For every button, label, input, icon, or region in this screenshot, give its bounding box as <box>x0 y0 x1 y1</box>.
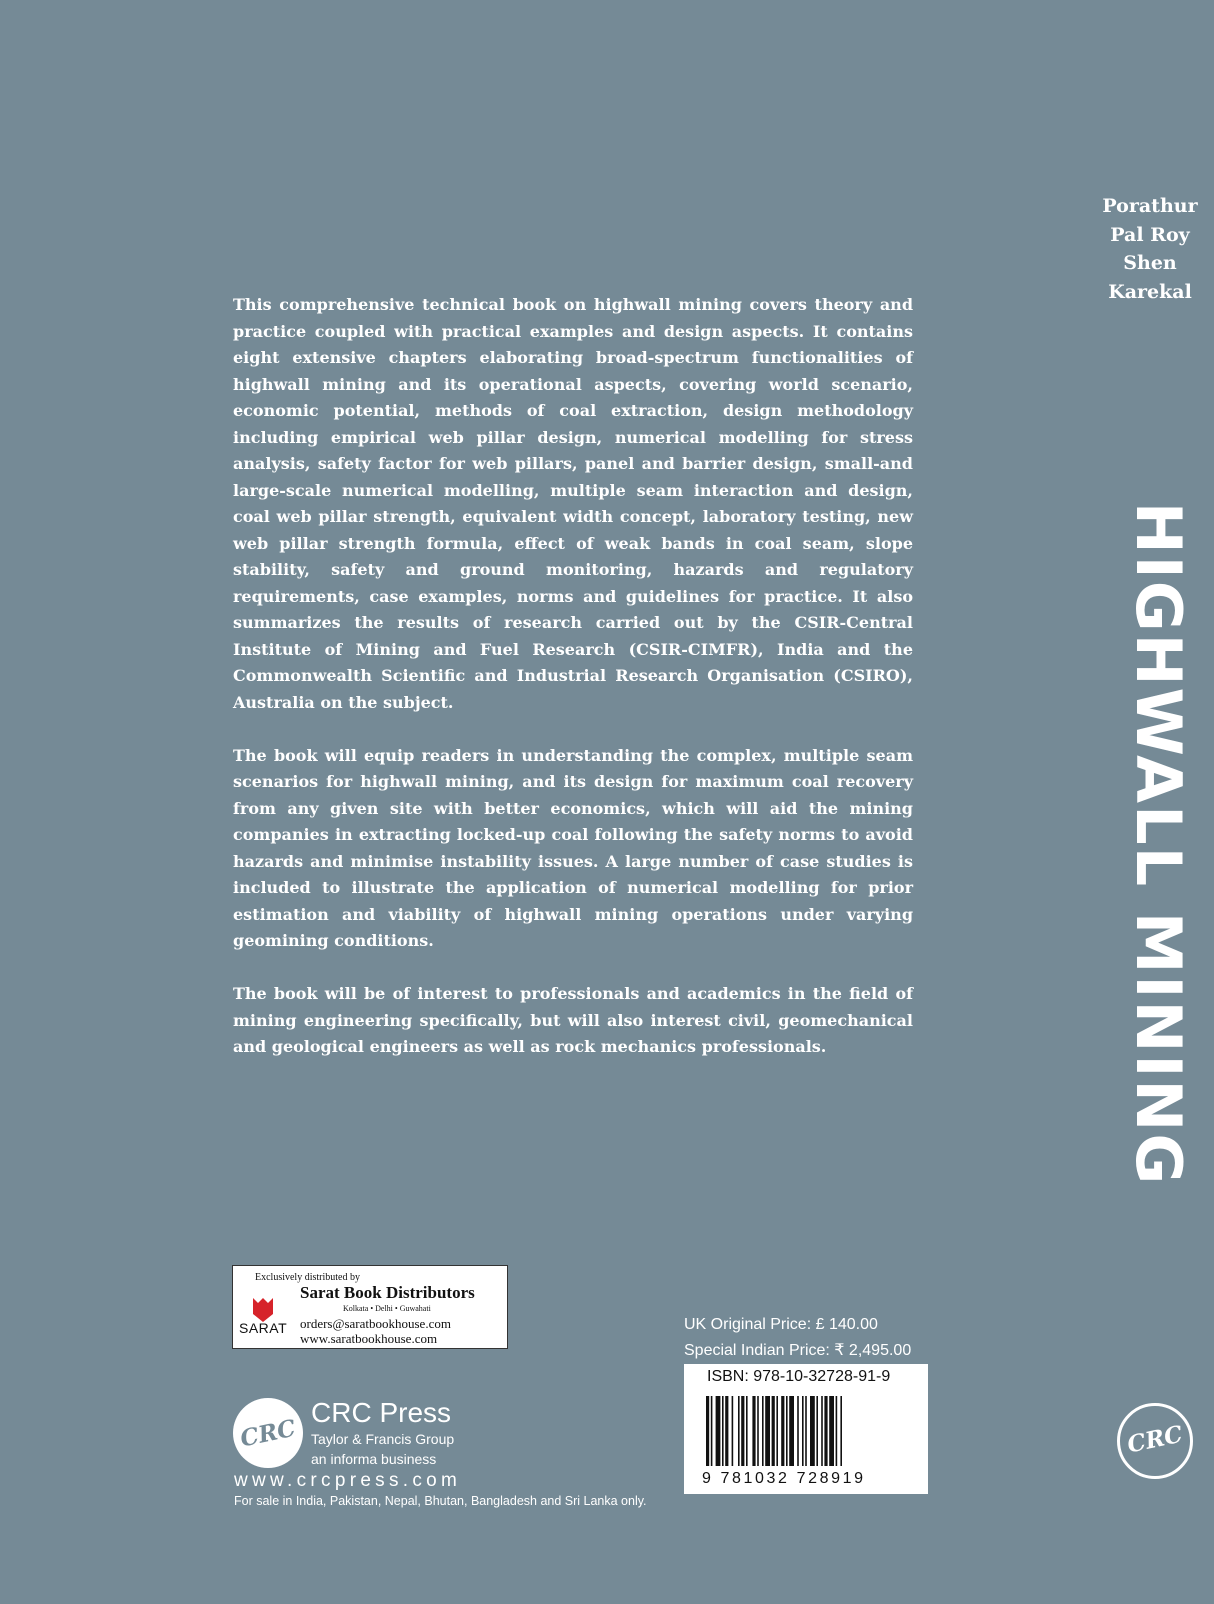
isbn-label: ISBN: 978-10-32728-91-9 <box>707 1368 891 1385</box>
crc-logo-text: CRC <box>237 1414 299 1453</box>
author-name: Porathur <box>1102 195 1198 217</box>
barcode-digits: 9 781032 728919 <box>702 1470 866 1487</box>
distributor-email: orders@saratbookhouse.com <box>300 1316 451 1331</box>
distributor-cities: Kolkata • Delhi • Guwahati <box>343 1304 431 1313</box>
author-name: Karekal <box>1108 280 1192 303</box>
blurb-paragraph: The book will be of interest to professionals and academics in the field of mining engineering specifically, but will also interest civil, geomechanical and geological engineers as well as rock mechanics professionals. <box>233 984 913 1056</box>
barcode-box <box>684 1364 928 1494</box>
author-name: Shen <box>1123 252 1177 274</box>
publisher-name: CRC Press <box>311 1397 452 1428</box>
distributor-box <box>232 1265 508 1349</box>
distributor-intro: Exclusively distributed by <box>255 1272 360 1283</box>
distributor-name: Sarat Book Distributors <box>300 1283 475 1302</box>
blurb-paragraph: The book will equip readers in understanding the complex, multiple seam scenarios for highwall mining, and its design for maximum coal recovery from any given site with better economics, which will aid the mining companies in extracting locked-up coal following the safety norms to avoid hazards and minimise instability issues. A large number of case studies is included to illustrate the application of numerical modelling for prior estimation and viability of highwall mining operations under varying geomining conditions. <box>233 745 913 950</box>
publisher-group: Taylor & Francis Group <box>311 1431 455 1447</box>
back-cover-blurb <box>233 292 913 1087</box>
sale-territory-note: For sale in India, Pakistan, Nepal, Bhutan, Bangladesh and Sri Lanka only. <box>234 1494 647 1508</box>
author-list <box>1090 192 1210 306</box>
uk-price: UK Original Price: £ 140.00 <box>684 1316 878 1333</box>
publisher-informa: an informa business <box>311 1451 437 1467</box>
sarat-logo-icon <box>239 1294 287 1344</box>
india-price: Special Indian Price: ₹ 2,495.00 <box>684 1342 912 1359</box>
distributor-website: www.saratbookhouse.com <box>300 1331 438 1346</box>
spine-title: HIGHWALL MINING <box>1122 501 1195 1187</box>
sarat-logo-text: SARAT <box>239 1320 288 1336</box>
author-name: Pal Roy <box>1110 223 1190 246</box>
publisher-url: www.crcpress.com <box>234 1470 462 1491</box>
blurb-paragraph: This comprehensive technical book on highwall mining covers theory and practice coupled with practical examples and design aspects. It contains eight extensive chapters elaborating broad-spectrum functionalities of highwall mining and its operational aspects, covering world scenario, economic potential, methods of coal extraction, design methodology including empirical web pillar design, numerical modelling for stress analysis, safety factor for web pillars, panel and barrier design, small-and large-scale numerical modelling, multiple seam interaction and design, coal web pillar strength, equivalent width concept, laboratory testing, new web pillar strength formula, effect of weak bands in coal seam, slope stability, safety and ground monitoring, hazards and regulatory requirements, case examples, norms and guidelines for practice. It also summarizes the results of research carried out by the CSIR-Central Institute of Mining and Fuel Research (CSIR-CIMFR), India and the Commonwealth Scientific and Industrial Research Organisation (CSIRO), Australia on the subject. <box>233 295 913 712</box>
spine-crc-logo-text: CRC <box>1124 1420 1186 1459</box>
barcode-icon <box>706 1396 910 1466</box>
